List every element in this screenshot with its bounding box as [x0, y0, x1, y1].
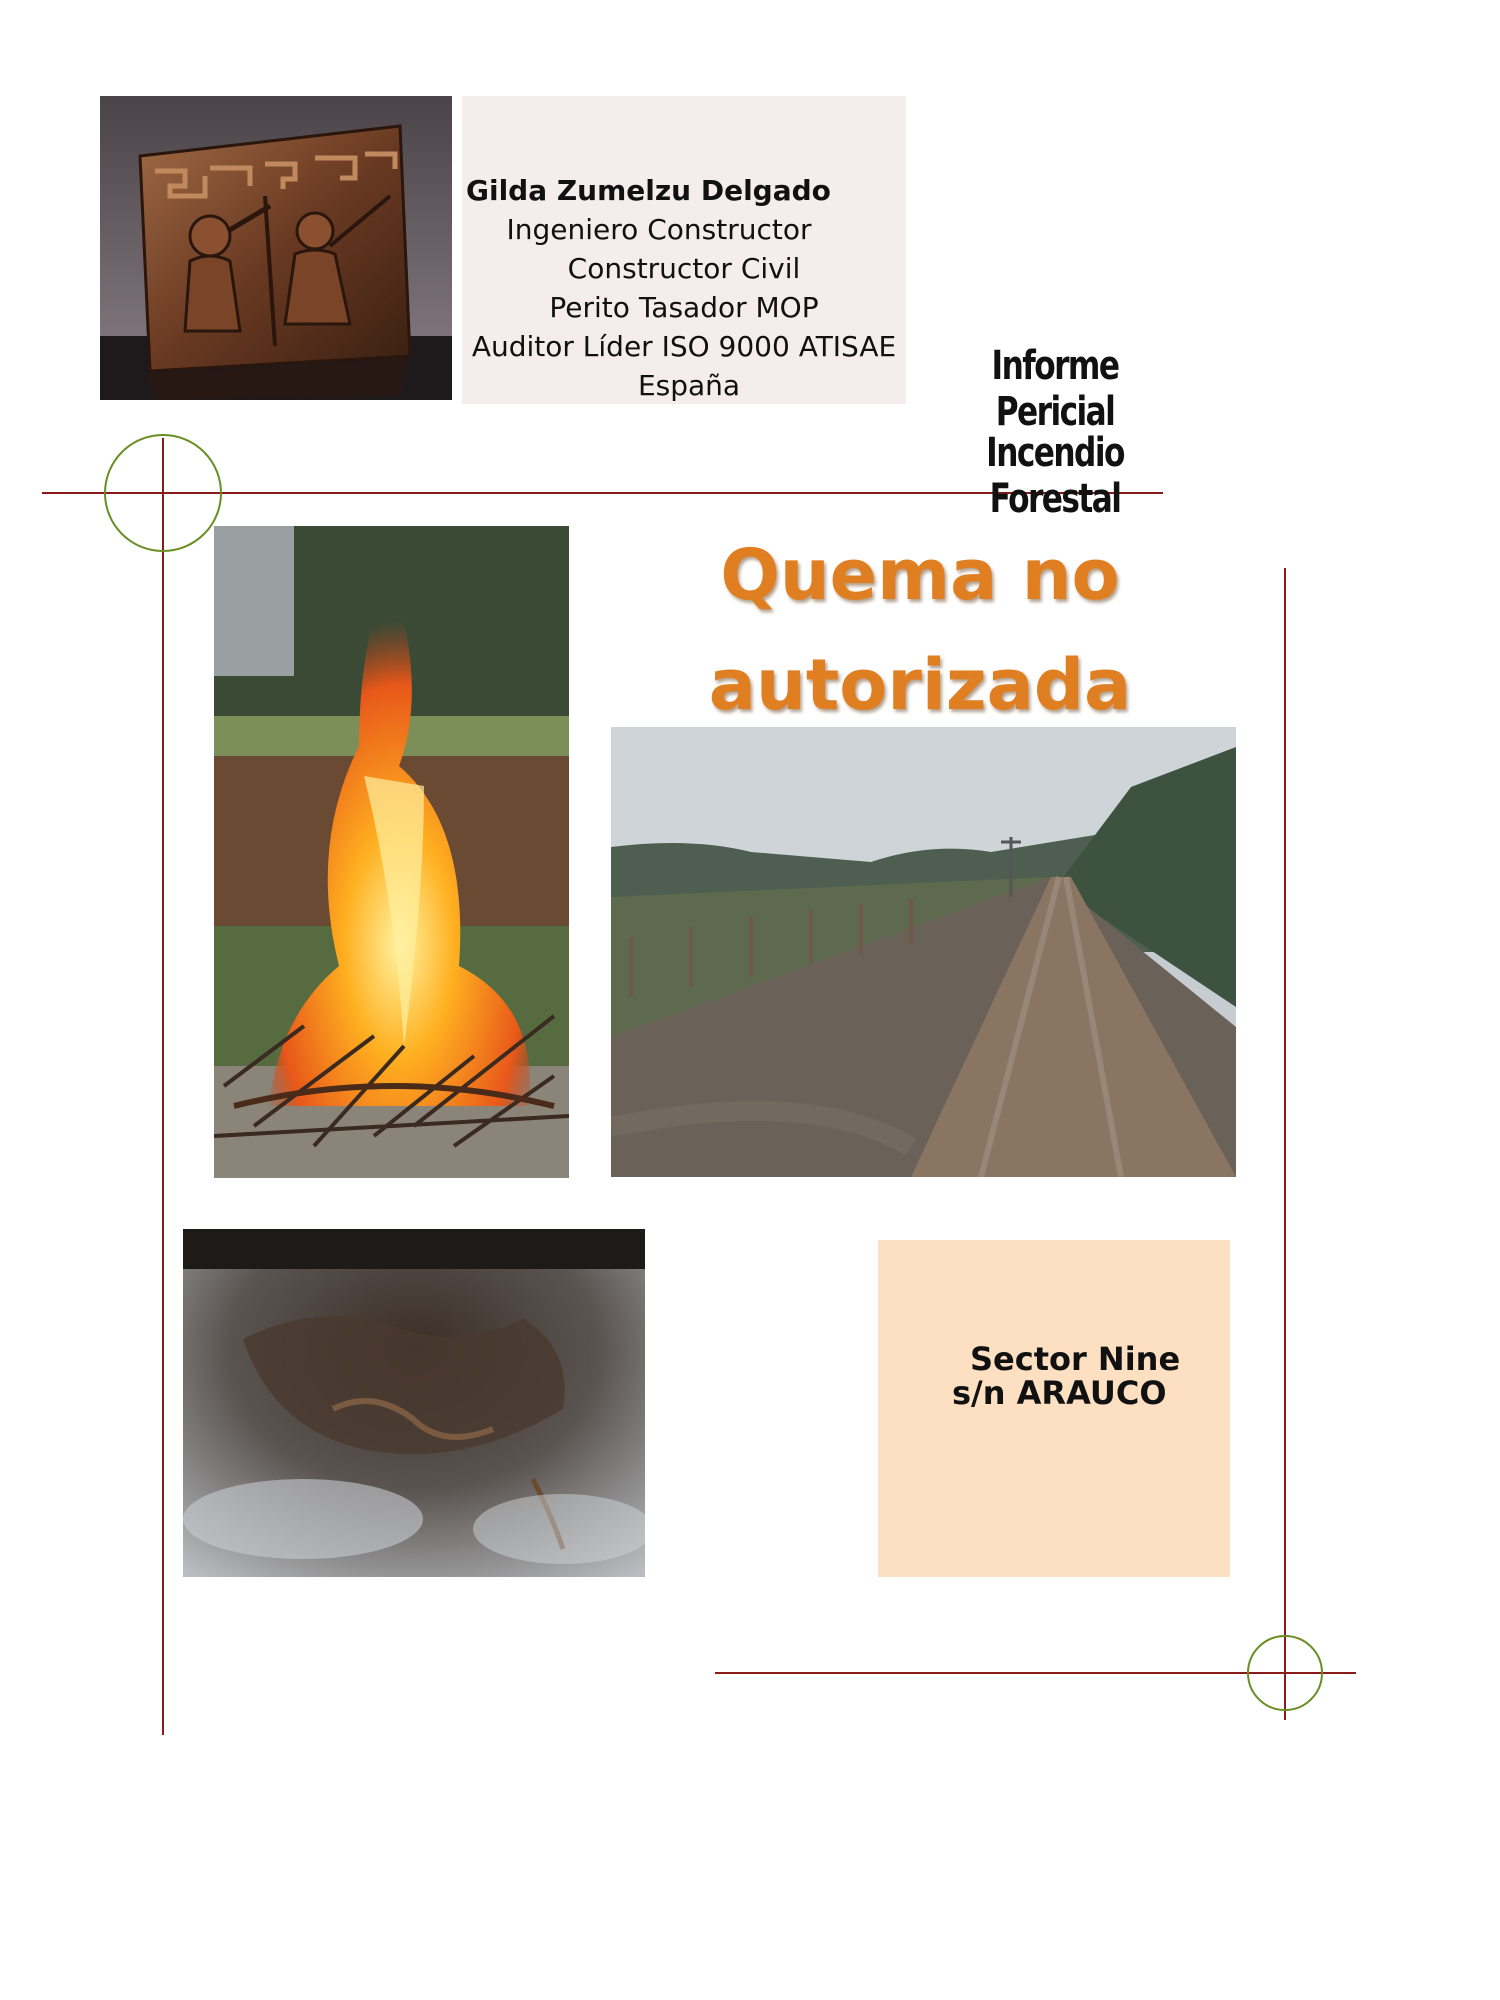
author-info-box	[462, 96, 906, 404]
burning-brush-photo-icon	[214, 526, 569, 1178]
address-box	[878, 1240, 1230, 1577]
credential-line: Perito Tasador MOP	[549, 291, 819, 324]
frame-bottom-right-circle	[1248, 1636, 1322, 1710]
address-line: s/n ARAUCO	[952, 1374, 1167, 1412]
main-heading	[660, 520, 1180, 740]
credential-line: Auditor Líder ISO 9000 ATISAE	[471, 330, 897, 363]
road-photo	[611, 727, 1236, 1177]
burnt-ground-photo-icon	[183, 1229, 645, 1577]
logo-image	[100, 96, 452, 400]
author-name: Gilda Zumelzu Delgado	[466, 174, 831, 207]
main-heading-line: autorizada	[708, 644, 1132, 726]
address-line: Sector Nine	[970, 1340, 1181, 1378]
credential-line: Constructor Civil	[567, 252, 801, 285]
frame-top-left-circle	[105, 435, 221, 551]
main-heading-line: Quema no	[720, 534, 1120, 616]
report-subject: Incendio Forestal	[986, 430, 1124, 522]
ash-photo	[183, 1229, 645, 1577]
fire-photo	[214, 526, 569, 1178]
rural-dirt-road-photo-icon	[611, 727, 1236, 1177]
credential-line: España	[637, 369, 741, 402]
bronze-relief-logo-icon	[100, 96, 452, 400]
report-type: Informe Pericial	[991, 343, 1119, 435]
credential-line: Ingeniero Constructor	[506, 213, 812, 246]
